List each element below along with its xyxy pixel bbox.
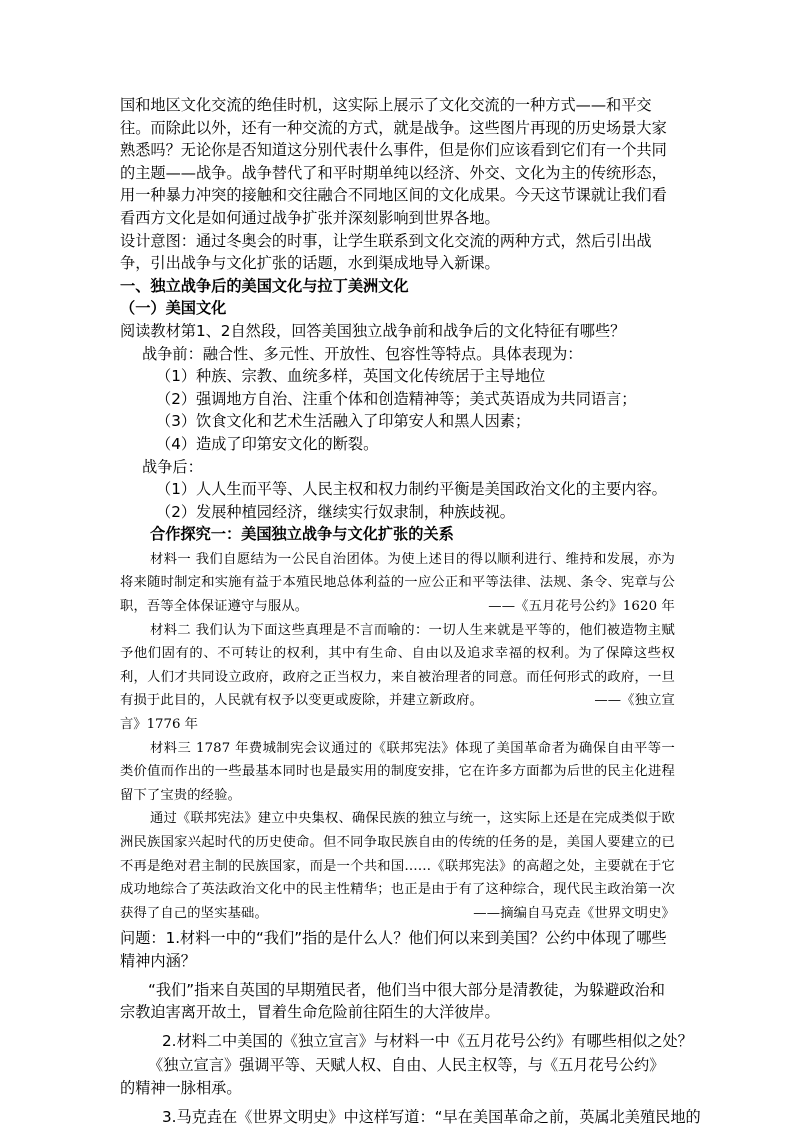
cooperative-inquiry-title: 合作探究一：美国独立战争与文化扩张的关系 bbox=[150, 525, 454, 544]
intro-paragraph: 国和地区文化交流的绝佳时机，这实际上展示了文化交流的一种方式——和平交往。而除此以外，还有一种交流的方式，就是战争。这些图片再现的历史场景大家熟悉吗？无论你是否知道这分别代表什么事件，但是你们应该看到它们有一个共同的主题——战争。战争替代了和平时期单纯以经济、外交、文化为主的传统形态，用一种暴力冲突的接触和交往融合不同地区间的文化成果。今天这节课就让我们看看西方文化是如何通过战争扩张并深刻影响到世界各地。 bbox=[120, 96, 667, 227]
after-war-item: （1）人人生而平等、人民主权和权力制约平衡是美国政治文化的主要内容。 bbox=[156, 480, 667, 499]
material-three-text: 材料三 1787 年费城制宪会议通过的《联邦宪法》体现了美国革命者为确保自由平等一类价值而作出的一些最基本同时也是最实用的制度安排，它在许多方面都为后世的民主化进程留下了宝贵的经验。 bbox=[120, 740, 675, 803]
answer-one: “我们”指来自英国的早期殖民者，他们当中很大部分是清教徒，为躲避政治和宗教迫害离开故土，冒着生命危险前往陌生的大洋彼岸。 bbox=[120, 980, 665, 1022]
material-one-text: 材料一 我们自愿结为一公民自治团体。为使上述目的得以顺利进行、维持和发展，亦为将来随时制定和实施有益于本殖民地总体利益的一应公正和平等法律、法规、条令、宪章与公职，吾等全体保证遵守与服从。 bbox=[120, 551, 675, 615]
subsection-title: （一）美国文化 bbox=[120, 299, 227, 318]
material-two-source: ——《独立宣 bbox=[594, 693, 675, 709]
after-war-item: （2）发展种植园经济，继续实行奴隶制，种族歧视。 bbox=[156, 502, 515, 521]
material-three-continued-text: 通过《联邦宪法》建立中央集权、确保民族的独立与统一，这实际上还是在完成类似于欧洲民族国家兴起时代的历史使命。但不同争取民族自由的传统的任务的是，美国人要建立的已不再是绝对君主制的民族国家，而是一个共和国……《联邦宪法》的高超之处，主要就在于它成功地综合了英法政治文化中的民主性精华；也正是由于有了这种综合，现代民主政治第一次获得了自己的坚实基础。 bbox=[120, 811, 675, 921]
before-war-item: （1）种族、宗教、血统多样，英国文化传统居于主导地位 bbox=[156, 367, 546, 386]
reading-prompt: 阅读教材第1、2自然段，回答美国独立战争前和战争后的文化特征有哪些？ bbox=[120, 321, 626, 340]
answer-two: 《独立宣言》强调平等、天赋人权、自由、人民主权等，与《五月花号公约》的精神一脉相承。 bbox=[120, 1056, 665, 1097]
material-three-source: ——摘编自马克垚《世界文明史》 bbox=[473, 905, 675, 921]
question-three: 3.马克垚在《世界文明史》中这样写道：“早在美国革命之前，英属北美殖民地的 bbox=[162, 1107, 701, 1126]
material-two bbox=[120, 619, 675, 713]
question-one: 问题：1.材料一中的“我们”指的是什么人？他们何以来到美国？公约中体现了哪些精神内涵？ bbox=[120, 929, 667, 970]
before-war-label: 战争前：融合性、多元性、开放性、包容性等特点。具体表现为： bbox=[142, 344, 583, 363]
question-two: 2.材料二中美国的《独立宣言》与材料一中《五月花号公约》有哪些相似之处？ bbox=[162, 1031, 693, 1050]
after-war-label: 战争后： bbox=[142, 457, 203, 476]
design-intent: 设计意图：通过冬奥会的时事，让学生联系到文化交流的两种方式，然后引出战争，引出战争与文化扩张的话题，水到渠成地导入新课。 bbox=[120, 231, 652, 273]
material-two-source-tail: 言》1776 年 bbox=[120, 717, 198, 733]
material-three-continued bbox=[120, 807, 675, 925]
material-three bbox=[120, 737, 675, 808]
material-one bbox=[120, 548, 675, 619]
section-title: 一、独立战争后的美国文化与拉丁美洲文化 bbox=[120, 276, 409, 295]
material-two-text: 材料二 我们认为下面这些真理是不言而喻的：一切人生来就是平等的，他们被造物主赋予他们固有的、不可转让的权利，其中有生命、自由以及追求幸福的权利。为了保障这些权利，人们才共同设立政府，政府之正当权力，来自被治理者的同意。而任何形式的政府，一旦有损于此目的，人民就有权予以变更或废除，并建立新政府。 bbox=[120, 622, 675, 709]
before-war-item: （2）强调地方自治、注重个体和创造精神等；美式英语成为共同语言； bbox=[156, 389, 637, 408]
material-one-source: ——《五月花号公约》1620 年 bbox=[488, 599, 675, 615]
document-content bbox=[120, 94, 701, 1128]
before-war-item: （3）饮食文化和艺术生活融入了印第安人和黑人因素； bbox=[156, 412, 531, 431]
before-war-item: （4）造成了印第安文化的断裂。 bbox=[156, 434, 379, 453]
